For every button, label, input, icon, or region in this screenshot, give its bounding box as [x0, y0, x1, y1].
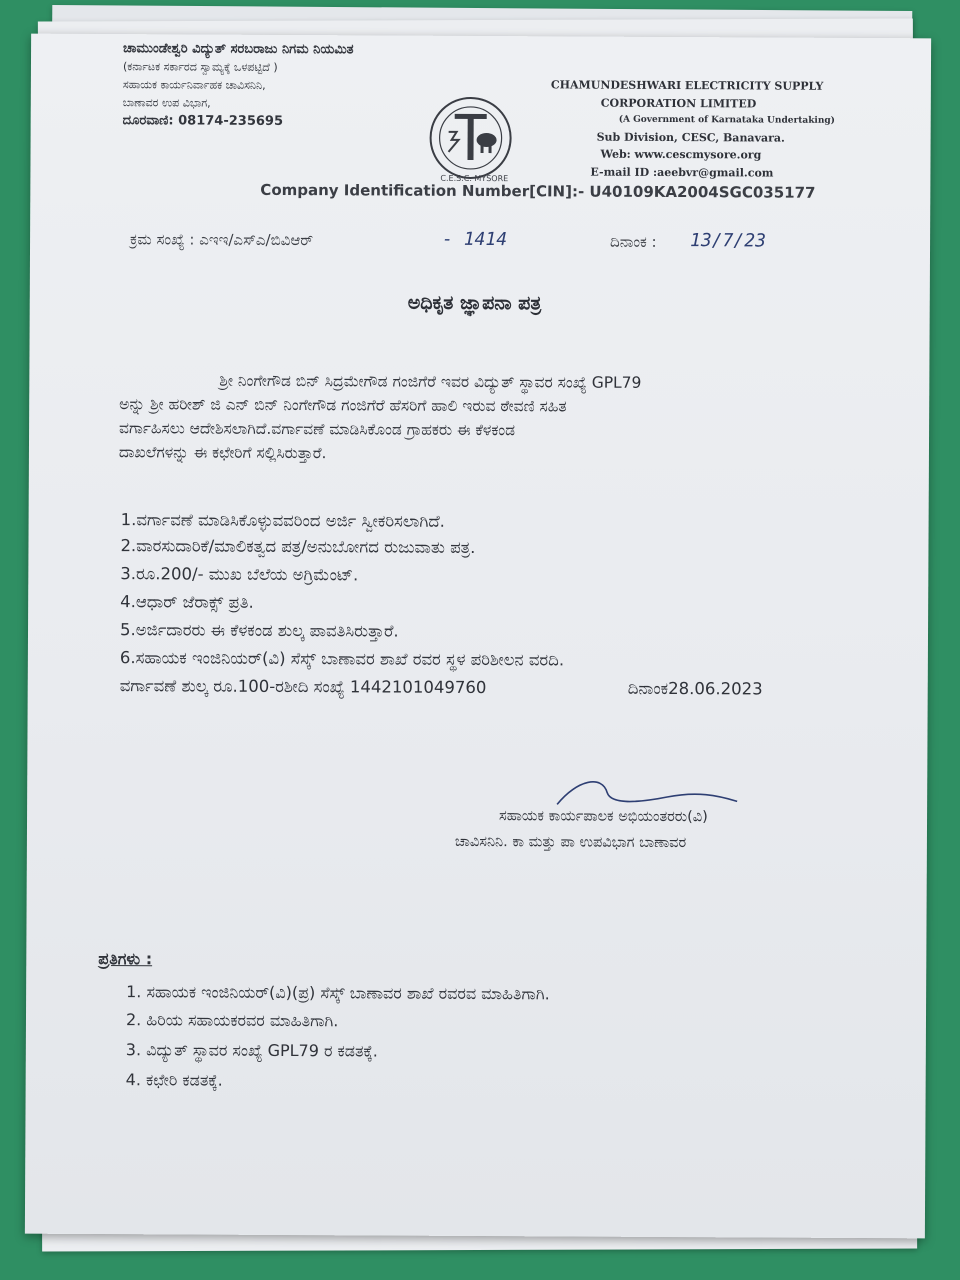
- body-line: ವರ್ಗಾಹಿಸಲು ಆದೇಶಿಸಲಾಗಿದೆ.ವರ್ಗಾವಣೆ ಮಾಡಿಸಿಕೊಂಡ ಗ್ರಾಹಕರು ಈ ಕೆಳಕಂಡ: [119, 419, 516, 440]
- date-label: ದಿನಾಂಕ :: [610, 232, 657, 251]
- document-list-item: 6.ಸಹಾಯಕ ಇಂಜಿನಿಯರ್(ವಿ) ಸೆಸ್ಕ್ ಬಾಣಾವರ ಶಾಖೆ ರವರ ಸ್ಥಳ ಪರಿಶೀಲನ ವರದಿ.: [119, 648, 565, 670]
- copy-item: 4. ಕಛೇರಿ ಕಡತಕ್ಕೆ.: [125, 1070, 223, 1090]
- document-list-item: 4.ಆಧಾರ್ ಜೆರಾಕ್ಸ್ ಪ್ರತಿ.: [120, 592, 254, 612]
- email: E-mail ID :aeebvr@gmail.com: [590, 165, 774, 180]
- document-list-item: 3.ರೂ.200/- ಮುಖ ಬೆಲೆಯ ಅಗ್ರಿಮೆಂಟ್.: [120, 564, 359, 585]
- copy-item: 3. ವಿದ್ಯುತ್ ಸ್ಥಾವರ ಸಂಖ್ಯೆ GPL79 ರ ಕಡತಕ್ಕೆ.: [125, 1040, 378, 1061]
- kannada-header-line: ದೂರವಾಣಿ: 08174-235695: [122, 113, 284, 129]
- ref-label: ಕ್ರಮ ಸಂಖ್ಯೆ : ಎಇಇ/ಎಸ್ಎ/ಬಿವಿಆರ್: [130, 230, 314, 250]
- body-line: ಶ್ರೀ ನಿಂಗೇಗೌಡ ಬಿನ್ ಸಿದ್ರಮೇಗೌಡ ಗಂಜಿಗೆರೆ ಇವರ ವಿದ್ಯುತ್ ಸ್ಥಾವರ ಸಂಖ್ಯೆ GPL79: [219, 371, 642, 392]
- date-value: 13/7/23: [690, 230, 766, 252]
- kannada-header: [123, 40, 423, 132]
- fee-line: ವರ್ಗಾವಣೆ ಶುಲ್ಕ ರೂ.100-ರಶೀದಿ ಸಂಖ್ಯೆ 1442101049760: [119, 676, 487, 698]
- company-name-line2: CORPORATION LIMITED: [600, 96, 757, 111]
- copies-heading: ಪ್ರತಿಗಳು :: [98, 949, 153, 969]
- letter-title: ಅಧಿಕೃತ ಜ್ಞಾಪನಾ ಪತ್ರ: [407, 291, 542, 315]
- company-name-line1: CHAMUNDESHWARI ELECTRICITY SUPPLY: [550, 78, 824, 93]
- fee-date: ದಿನಾಂಕ28.06.2023: [627, 678, 763, 699]
- kannada-header-line: ಬಾಣಾವರ ಉಪ ವಿಭಾಗ,: [122, 96, 211, 110]
- logo-caption: C.E.S.C. MYSORE: [440, 173, 509, 184]
- sub-division: Sub Division, CESC, Banavara.: [596, 130, 785, 145]
- letter-page: [25, 34, 931, 1239]
- document-list-item: 5.ಅರ್ಜಿದಾರರು ಈ ಕೆಳಕಂಡ ಶುಲ್ಕ ಪಾವತಿಸಿರುತ್ತಾರೆ.: [119, 620, 399, 641]
- signature-designation: ಸಹಾಯಕ ಕಾರ್ಯಪಾಲಕ ಅಭಿಯಂತರರು(ವಿ): [499, 808, 708, 826]
- website: Web: www.cescmysore.org: [600, 147, 762, 162]
- signature-office: ಚಾವಿಸನಿನಿ. ಕಾ ಮತ್ತು ಪಾ ಉಪವಿಭಾಗ ಬಾಣಾವರ: [454, 833, 687, 852]
- kannada-header-line: ಚಾಮುಂಡೇಶ್ವರಿ ವಿದ್ಯುತ್ ಸರಬರಾಜು ನಿಗಮ ನಿಯಮಿತ: [123, 41, 354, 58]
- cesc-logo: [420, 88, 521, 189]
- copy-item: 2. ಹಿರಿಯ ಸಹಾಯಕರವರ ಮಾಹಿತಿಗಾಗಿ.: [125, 1010, 339, 1031]
- copy-item: 1. ಸಹಾಯಕ ಇಂಜಿನಿಯರ್(ವಿ)(ಪ್ರ) ಸೆಸ್ಕ್ ಬಾಣಾವರ ಶಾಖೆ ರವರವ ಮಾಹಿತಿಗಾಗಿ.: [126, 982, 550, 1004]
- cin-line: Company Identification Number[CIN]:- U40109KA2004SGC035177: [260, 180, 816, 202]
- document-list-item: 1.ವರ್ಗಾವಣೆ ಮಾಡಿಸಿಕೊಳ್ಳುವವರಿಂದ ಅರ್ಜಿ ಸ್ವೀಕರಿಸಲಾಗಿದೆ.: [120, 510, 446, 531]
- body-line: ಅನ್ನು ಶ್ರೀ ಹರೀಶ್ ಜಿ ಎನ್ ಬಿನ್ ನಿಂಗೇಗೌಡ ಗಂಜಿಗೆರೆ ಹೆಸರಿಗೆ ಹಾಲಿ ಇರುವ ಠೇವಣಿ ಸಹಿತ: [119, 395, 567, 416]
- kannada-header-line: (ಕರ್ನಾಟಕ ಸರ್ಕಾರದ ಸ್ವಾಮ್ಯಕ್ಕೆ ಒಳಪಟ್ಟಿದೆ ): [122, 60, 278, 74]
- govt-undertaking: (A Government of Karnataka Undertaking): [618, 114, 835, 126]
- ref-number: - 1414: [442, 228, 508, 251]
- kannada-header-line: ಸಹಾಯಕ ಕಾರ್ಯನಿರ್ವಾಹಕ ಚಾವಿಸನಿನಿ,: [122, 78, 266, 92]
- document-list-item: 2.ವಾರಸುದಾರಿಕೆ/ಮಾಲಿಕತ್ವದ ಪತ್ರ/ಅನುಬೋಗದ ರುಜುವಾತು ಪತ್ರ.: [120, 536, 476, 557]
- body-line: ದಾಖಲೆಗಳನ್ನು ಈ ಕಛೇರಿಗೆ ಸಲ್ಲಿಸಿರುತ್ತಾರೆ.: [118, 443, 327, 463]
